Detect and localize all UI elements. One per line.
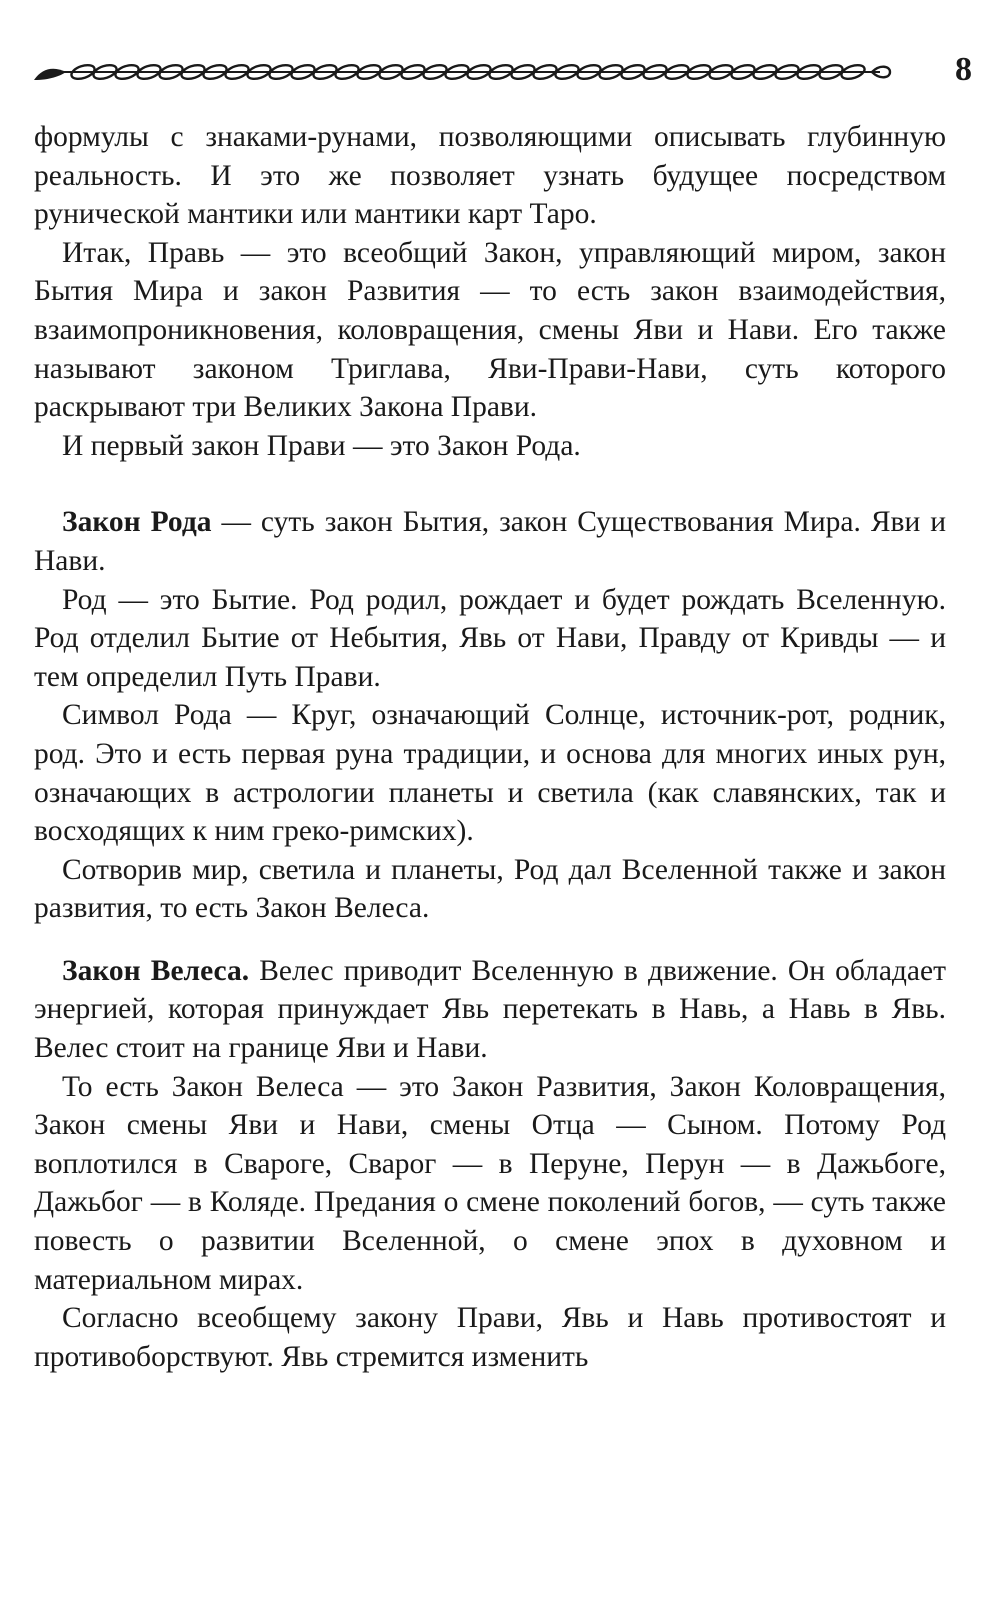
braided-chain-ornament-icon bbox=[32, 58, 892, 86]
page-number: 8 bbox=[955, 51, 972, 88]
paragraph-law-of-rod bbox=[34, 503, 946, 580]
page-header bbox=[32, 52, 972, 92]
paragraph-6-text: Символ Рода — Круг, означающий Солнце, источник-рот, родник, род. Это и есть первая руна традиции, и основа для многих иных рун, означающих в астрологии планеты и светила (как славянских, так и восходящих к ним греко-римских). bbox=[34, 699, 946, 848]
paragraph-1-text: формулы с знаками-рунами, позволяющими описывать глубинную реальность. И это же позволяет узнать будущее посредством рунической мантики или мантики карт Таро. bbox=[34, 121, 946, 231]
paragraph-7-text: Сотворив мир, светила и планеты, Род дал Вселенной также и закон развития, то есть Закон Велеса. bbox=[34, 853, 946, 925]
paragraph-10-text: Согласно всеобщему закону Прави, Явь и Навь противостоят и противоборствуют. Явь стремится изменить bbox=[34, 1302, 946, 1373]
paragraph-10 bbox=[34, 1299, 946, 1376]
paragraph-9 bbox=[34, 1068, 946, 1300]
term-law-of-rod: Закон Рода bbox=[62, 506, 212, 539]
paragraph-9-text: То есть Закон Велеса — это Закон Развития, Закон Коловращения, Закон смены Яви и Нави, смены Отца — Сыном. Потому Род воплотился в Свароге, Сварог — в Перуне, Перун — в Дажьбоге, Дажьбог — в Коляде. Предания о смене поколений богов, — суть также повесть о развитии Вселенной, о смене эпох в духовном и материальном мирах. bbox=[34, 1070, 946, 1296]
paragraph-7 bbox=[34, 851, 946, 928]
paragraph-6 bbox=[34, 696, 946, 850]
paragraph-4-text: — суть закон Бытия, закон Существования Мира. Яви и Нави. bbox=[34, 506, 946, 577]
paragraph-3-text: И первый закон Прави — это Закон Рода. bbox=[62, 429, 581, 462]
paragraph-2 bbox=[34, 234, 946, 427]
paragraph-5 bbox=[34, 581, 946, 697]
body-text bbox=[34, 118, 946, 1376]
paragraph-law-of-veles bbox=[34, 952, 946, 1068]
paragraph-8-text: Велес приводит Вселенную в движение. Он обладает энергией, которая принуждает Явь перетекать в Навь, а Навь в Явь. Велес стоит на границе Яви и Нави. bbox=[34, 954, 946, 1065]
paragraph-3 bbox=[34, 427, 946, 466]
paragraph-5-text: Род — это Бытие. Род родил, рождает и будет рождать Вселенную. Род отделил Бытие от Небытия, Явь от Нави, Правду от Кривды — и тем определил Путь Прави. bbox=[34, 583, 946, 693]
paragraph-2-text: Итак, Правь — это всеобщий Закон, управляющий миром, закон Бытия Мира и закон Развития — то есть закон взаимодействия, взаимопроникновения, коловращения, смены Яви и Нави. Его также называют законом Триглава, Яви-Прави-Нави, суть которого раскрывают три Великих Закона Прави. bbox=[34, 236, 946, 424]
paragraph-1 bbox=[34, 118, 946, 234]
term-law-of-veles: Закон Велеса. bbox=[62, 954, 250, 987]
